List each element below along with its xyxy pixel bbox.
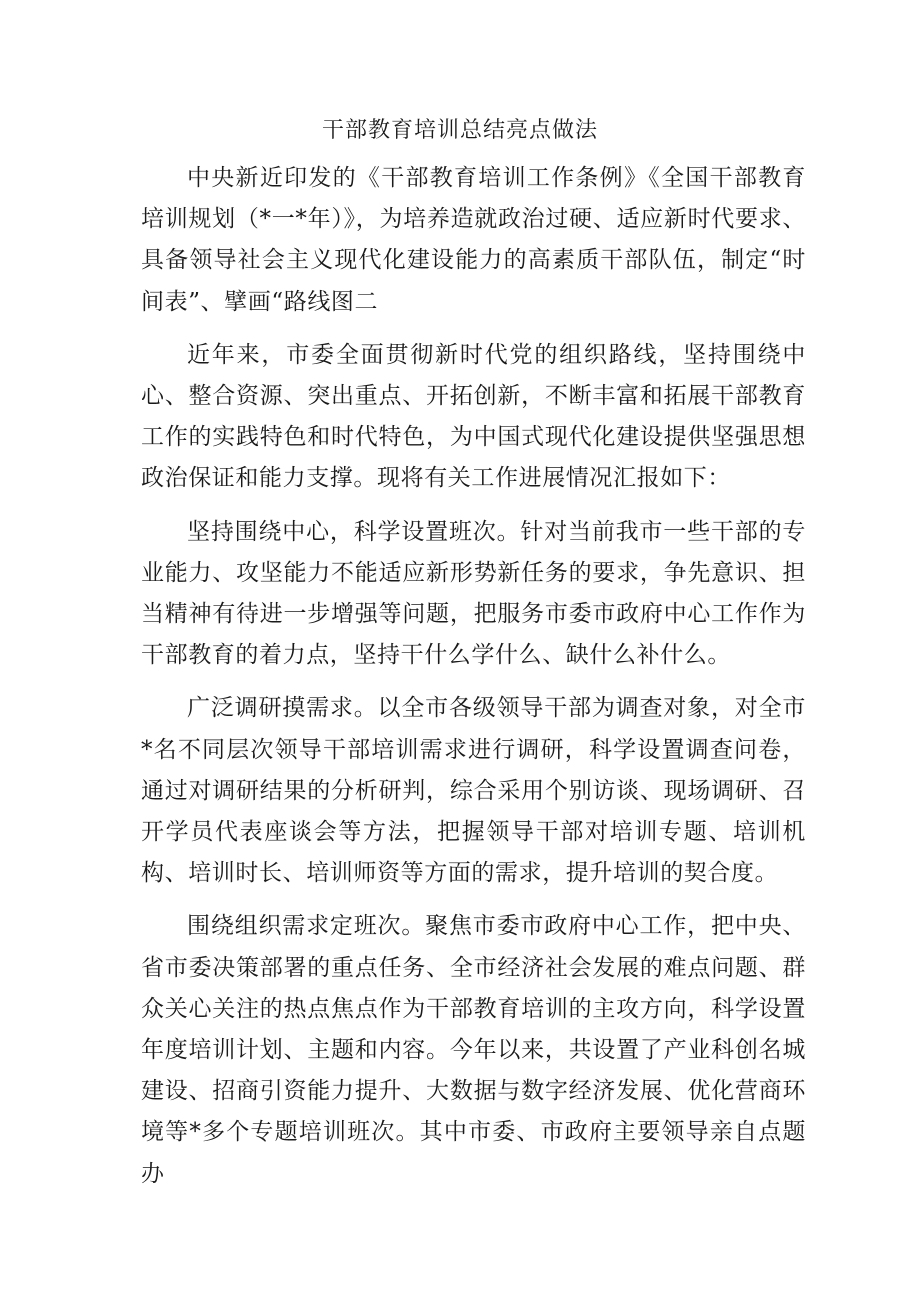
paragraph-intro: 中央新近印发的《干部教育培训工作条例》《全国干部教育培训规划（*一*年）》，为培养造就政治过硬、适应新时代要求、具备领导社会主义现代化建设能力的高素质干部队伍，制定“时间表”、擘画“路线图二 [141,165,806,315]
paragraph-overview: 近年来，市委全面贯彻新时代党的组织路线，坚持围绕中心、整合资源、突出重点、开拓创新，不断丰富和拓展干部教育工作的实践特色和时代特色，为中国式现代化建设提供坚强思想政治保证和能力支撑。现将有关工作进展情况汇报如下： [141,341,806,492]
document-title: 干部教育培训总结亮点做法 [321,118,598,143]
paragraph-class-setup: 围绕组织需求定班次。聚焦市委市政府中心工作，把中央、省市委决策部署的重点任务、全市经济社会发展的难点问题、群众关心关注的热点焦点作为干部教育培训的主攻方向，科学设置年度培训计划、主题和内容。今年以来，共设置了产业科创名城建设、招商引资能力提升、大数据与数字经济发展、优化营商环境等*多个专题培训班次。其中市委、市政府主要领导亲自点题办 [141,913,806,1187]
paragraph-research: 广泛调研摸需求。以全市各级领导干部为调查对象，对全市*名不同层次领导干部培训需求进行调研，科学设置调查问卷，通过对调研结果的分析研判，综合采用个别访谈、现场调研、召开学员代表座谈会等方法，把握领导干部对培训专题、培训机构、培训时长、培训师资等方面的需求，提升培训的契合度。 [141,695,806,887]
paragraph-center-work: 坚持围绕中心，科学设置班次。针对当前我市一些干部的专业能力、攻坚能力不能适应新形势新任务的要求，争先意识、担当精神有待进一步增强等问题，把服务市委市政府中心工作作为干部教育的着力点，坚持干什么学什么、缺什么补什么。 [141,518,806,669]
document-body [141,158,806,1207]
